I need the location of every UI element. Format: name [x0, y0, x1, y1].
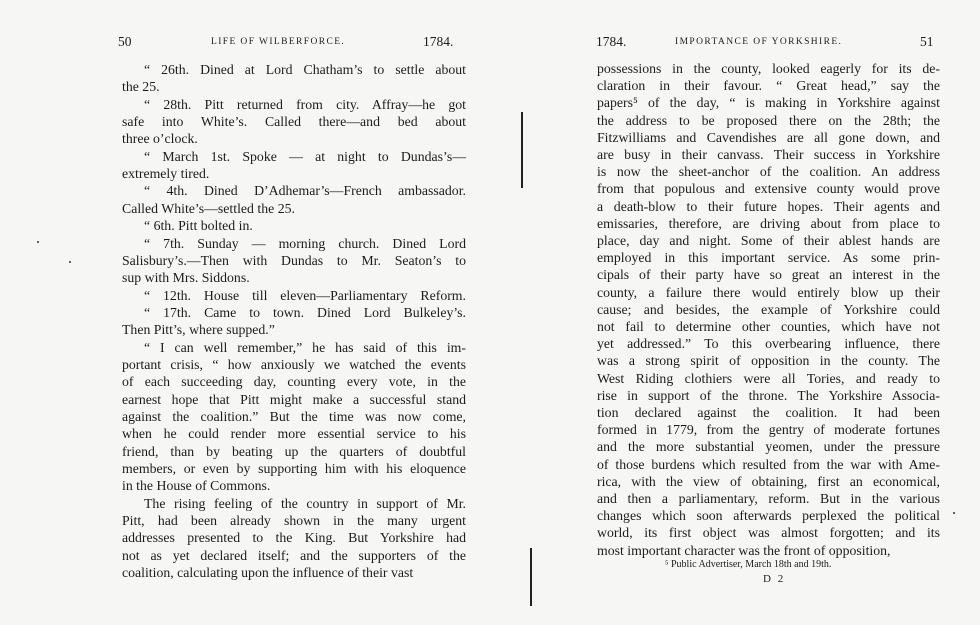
text-line: rise in support of the throne. The Yorkshire Associa- — [597, 387, 940, 403]
text-line: world, its first object was almost forgotten; and its — [597, 525, 940, 541]
text-line: West Riding clothiers were all Tories, and ready to — [597, 370, 940, 386]
left-year: 1784. — [423, 34, 454, 49]
text-line: Fitzwilliams and Cavendishes are all gone down, and — [597, 129, 940, 145]
text-line: the 25. — [122, 79, 160, 95]
text-line: emissaries, therefore, are driving about from place to — [597, 215, 940, 231]
scan-speck — [37, 241, 39, 243]
text-line: when he could render more essential service to his — [122, 426, 466, 442]
text-line: sup with Mrs. Siddons. — [122, 270, 250, 286]
text-line: “ 6th. Pitt bolted in. — [144, 218, 253, 234]
text-line: three o’clock. — [122, 131, 198, 147]
text-line: of each succeeding day, counting every vote, in the — [122, 374, 466, 390]
gutter-shadow-mark — [530, 548, 532, 606]
text-line: safe into White’s. Called there—and bed about — [122, 114, 466, 130]
text-line: “ 26th. Dined at Lord Chatham’s to settle about — [144, 62, 466, 77]
text-line: most important character was the front of opposition, — [597, 542, 891, 558]
text-line: not fail to determine other counties, which have not — [597, 319, 940, 334]
right-running-head: IMPORTANCE OF YORKSHIRE. — [675, 37, 843, 47]
text-line: possessions in the county, looked eagerly for its de- — [597, 61, 940, 76]
right-page-number: 51 — [920, 34, 934, 49]
scan-speck — [69, 261, 71, 263]
text-line: rica, with the view of obtaining, first an economical, — [597, 473, 940, 489]
right-page — [500, 0, 980, 625]
text-line: formed in 1779, from the gentry of moderate fortunes — [597, 422, 940, 438]
text-line: cipals of their party have so great an interest in the — [597, 267, 940, 283]
text-line: the address to be proposed there on the 28th; the — [597, 112, 940, 128]
text-line: “ March 1st. Spoke — at night to Dundas’s— — [144, 148, 466, 164]
text-line: friend, than by beating up the quarters of doubtful — [122, 443, 466, 459]
text-line: The rising feeling of the country in support of Mr. — [144, 495, 466, 511]
text-line: earnest hope that Pitt might make a successful stand — [122, 391, 466, 407]
text-line: of those burdens which resulted from the war with Ame- — [597, 456, 940, 472]
text-line: portant crisis, “ how anxiously we watched the events — [122, 356, 466, 372]
text-line: Pitt, had been already shown in the many urgent — [122, 513, 466, 529]
text-line: a death-blow to their future hopes. Their agents and — [597, 198, 940, 214]
text-line: Called White’s—settled the 25. — [122, 200, 295, 216]
left-page-number: 50 — [118, 34, 132, 49]
text-line: yet addressed.” To this overbearing influence, there — [597, 336, 940, 352]
text-line: “ 28th. Pitt returned from city. Affray—he got — [144, 96, 466, 112]
text-line: “ 4th. Dined D’Adhemar’s—French ambassador. — [144, 183, 466, 199]
text-line: claration in their favour. “ Great head,” say the — [597, 78, 940, 94]
text-line: Then Pitt’s, where supped.” — [122, 322, 275, 338]
text-line: tion declared against the coalition. It had been — [597, 405, 940, 420]
text-line: cause; and besides, the example of Yorkshire could — [597, 301, 940, 317]
gutter-shadow-mark — [521, 112, 523, 188]
text-line: not as yet declared itself; and the supporters of the — [122, 547, 466, 563]
text-line: county, a failure there would entirely blow up their — [597, 284, 940, 300]
text-line: against the coalition.” But the time was now come, — [122, 409, 466, 424]
text-line: place, day and night. Some of their ablest hands are — [597, 233, 940, 248]
text-line: was a strong spirit of opposition in the county. The — [597, 353, 940, 369]
text-line: employed in this important service. As some prin- — [597, 250, 940, 266]
text-line: are busy in their canvass. Their success in Yorkshire — [597, 147, 940, 162]
signature-mark: D 2 — [763, 573, 786, 585]
text-line: changes which soon afterwards perplexed the political — [597, 508, 940, 524]
text-line: coalition, calculating upon the influence of their vast — [122, 565, 414, 581]
text-line: “ 12th. House till eleven—Parliamentary Reform. — [144, 287, 466, 303]
text-line: “ 17th. Came to town. Dined Lord Bulkeley’s. — [144, 304, 466, 320]
text-line: extremely tired. — [122, 166, 210, 182]
scan-speck — [953, 512, 955, 514]
right-year: 1784. — [596, 34, 627, 49]
text-line: Salisbury’s.—Then with Dundas to Mr. Seaton’s to — [122, 252, 466, 268]
footnote: ⁵ Public Advertiser, March 18th and 19th. — [665, 559, 832, 570]
left-running-head: LIFE OF WILBERFORCE. — [211, 37, 346, 47]
text-line: addresses presented to the King. But Yorkshire had — [122, 530, 466, 546]
text-line: papers⁵ of the day, “ is making in Yorkshire against — [597, 95, 940, 111]
text-line: members, or even by supporting him with his eloquence — [122, 461, 466, 477]
text-line: is now the sheet-anchor of the coalition. An address — [597, 164, 940, 180]
text-line: from that populous and extensive county would prove — [597, 181, 940, 197]
text-line: and then a parliamentary, reform. But in the various — [597, 491, 940, 506]
text-line: and the more substantial yeomen, under the pressure — [597, 439, 940, 455]
text-line: “ I can well remember,” he has said of this im- — [144, 339, 466, 355]
text-line: “ 7th. Sunday — morning church. Dined Lord — [144, 235, 466, 251]
text-line: in the House of Commons. — [122, 478, 271, 494]
